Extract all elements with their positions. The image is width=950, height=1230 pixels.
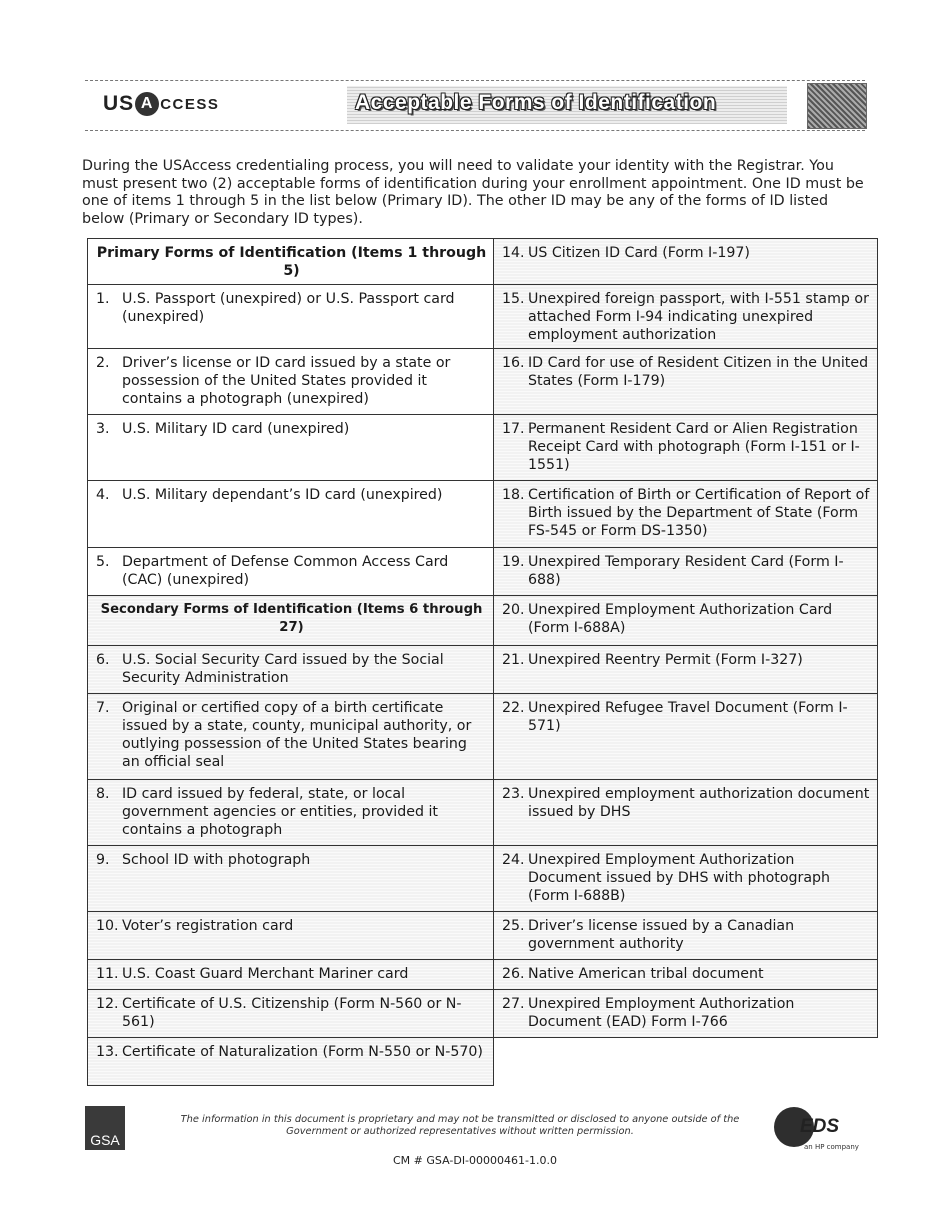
- table-row: [88, 415, 878, 481]
- table-cell: [494, 481, 878, 548]
- item-number: 3.: [96, 421, 110, 437]
- table-row: [88, 912, 878, 960]
- item-text: Certificate of Naturalization (Form N-550 or N-570): [122, 1044, 483, 1060]
- table-cell: [494, 990, 878, 1038]
- table-cell: [494, 846, 878, 912]
- eds-logo: [770, 1104, 866, 1154]
- table-cell: [494, 694, 878, 780]
- item-number: 15.: [502, 291, 525, 307]
- item-text: Unexpired Reentry Permit (Form I-327): [528, 652, 803, 668]
- disclaimer-text: The information in this document is proprietary and may not be transmitted or disclosed to anyone outside of the Government or authorized representatives without written permission.: [180, 1114, 740, 1137]
- item-number: 23.: [502, 786, 525, 802]
- table-cell: [494, 912, 878, 960]
- item-text: U.S. Military dependant’s ID card (unexpired): [122, 487, 443, 503]
- logo-ccess: CCESS: [160, 95, 220, 113]
- item-text: Unexpired employment authorization document issued by DHS: [528, 786, 870, 820]
- table-cell: [494, 780, 878, 846]
- table-row: [88, 780, 878, 846]
- item-text: U.S. Passport (unexpired) or U.S. Passport card (unexpired): [122, 291, 455, 325]
- item-number: 13.: [96, 1044, 119, 1060]
- gsa-seal-icon: [807, 83, 867, 129]
- item-number: 2.: [96, 355, 110, 371]
- document-number: CM # GSA-DI-00000461-1.0.0: [393, 1154, 557, 1167]
- item-number: 7.: [96, 700, 110, 716]
- gsa-logo: GSA: [85, 1106, 125, 1150]
- item-number: 21.: [502, 652, 525, 668]
- item-text: Unexpired Refugee Travel Document (Form I-571): [528, 700, 848, 734]
- table-cell: [494, 285, 878, 349]
- table-row: [88, 548, 878, 596]
- table-cell: [494, 239, 878, 285]
- item-number: 16.: [502, 355, 525, 371]
- item-text: U.S. Coast Guard Merchant Mariner card: [122, 966, 409, 982]
- item-text: ID card issued by federal, state, or local government agencies or entities, provided it contains a photograph: [122, 786, 438, 838]
- table-cell: [88, 912, 494, 960]
- item-number: 20.: [502, 602, 525, 618]
- table-row: [88, 239, 878, 285]
- item-text: Driver’s license issued by a Canadian government authority: [528, 918, 795, 952]
- item-text: Unexpired Employment Authorization Document (EAD) Form I-766: [528, 996, 795, 1030]
- table-cell: [88, 285, 494, 349]
- item-text: U.S. Social Security Card issued by the Social Security Administration: [122, 652, 444, 686]
- eds-subtitle: an HP company: [804, 1143, 859, 1151]
- table-cell: [494, 596, 878, 646]
- table-cell: [88, 1038, 494, 1086]
- item-text: Certificate of U.S. Citizenship (Form N-560 or N-561): [122, 996, 462, 1030]
- table-cell: [88, 548, 494, 596]
- table-cell: [88, 780, 494, 846]
- item-text: Certification of Birth or Certification of Report of Birth issued by the Department of State (Form FS-545 or Form DS-1350): [528, 487, 870, 539]
- item-text: US Citizen ID Card (Form I-197): [528, 245, 750, 261]
- item-number: 12.: [96, 996, 119, 1012]
- table-row: [88, 1038, 878, 1086]
- item-number: 14.: [502, 245, 525, 261]
- table-row: [88, 349, 878, 415]
- item-number: 19.: [502, 554, 525, 570]
- table-cell: [494, 415, 878, 481]
- item-number: 1.: [96, 291, 110, 307]
- table-cell: [494, 646, 878, 694]
- item-text: Driver’s license or ID card issued by a state or possession of the United States provided it contains a photograph (unexpired): [122, 355, 451, 407]
- table-cell: [88, 349, 494, 415]
- item-number: 22.: [502, 700, 525, 716]
- page-footer: [0, 1100, 950, 1180]
- item-text: ID Card for use of Resident Citizen in the United States (Form I-179): [528, 355, 869, 389]
- eds-wordmark: EDS: [800, 1116, 840, 1137]
- item-text: Unexpired Temporary Resident Card (Form I-688): [528, 554, 844, 588]
- id-forms-table: [87, 238, 878, 1086]
- header-rule-bottom: [85, 130, 865, 131]
- item-text: Original or certified copy of a birth certificate issued by a state, county, municipal authority, or outlying possession of the United States bearing an official seal: [122, 700, 472, 770]
- item-number: 24.: [502, 852, 525, 868]
- item-number: 27.: [502, 996, 525, 1012]
- table-row: [88, 481, 878, 548]
- page-header: [85, 80, 865, 132]
- page-title: Acceptable Forms of Identification: [355, 91, 717, 114]
- secondary-heading: Secondary Forms of Identification (Items 6 through 27): [88, 596, 494, 646]
- item-number: 26.: [502, 966, 525, 982]
- item-text: Unexpired Employment Authorization Card (Form I-688A): [528, 602, 833, 636]
- primary-heading: Primary Forms of Identification (Items 1 through 5): [88, 239, 494, 285]
- item-number: 11.: [96, 966, 119, 982]
- item-number: 25.: [502, 918, 525, 934]
- logo-us: US: [103, 92, 135, 115]
- table-row: [88, 646, 878, 694]
- item-number: 18.: [502, 487, 525, 503]
- item-number: 8.: [96, 786, 110, 802]
- table-cell: [88, 990, 494, 1038]
- item-number: 10.: [96, 918, 119, 934]
- empty-cell: [494, 1038, 878, 1086]
- table-cell: [88, 846, 494, 912]
- table-row: [88, 694, 878, 780]
- item-text: Unexpired Employment Authorization Document issued by DHS with photograph (Form I-688B): [528, 852, 831, 904]
- item-text: Native American tribal document: [528, 966, 764, 982]
- intro-paragraph: During the USAccess credentialing process, you will need to validate your identity with the Registrar. You must present two (2) acceptable forms of identification during your enrollment appointment. One ID must be one of items 1 through 5 in the list below (Primary ID). The other ID may be any of the forms of ID listed below (Primary or Secondary ID types).: [82, 158, 864, 227]
- item-text: Voter’s registration card: [122, 918, 294, 934]
- item-text: Unexpired foreign passport, with I-551 stamp or attached Form I-94 indicating unexpired employment authorization: [528, 291, 869, 343]
- item-number: 5.: [96, 554, 110, 570]
- header-rule-top: [85, 80, 865, 81]
- item-text: School ID with photograph: [122, 852, 311, 868]
- item-number: 6.: [96, 652, 110, 668]
- table-row: [88, 960, 878, 990]
- item-number: 4.: [96, 487, 110, 503]
- item-number: 17.: [502, 421, 525, 437]
- logo-a-icon: A: [135, 92, 159, 116]
- table-cell: [494, 960, 878, 990]
- table-cell: [88, 694, 494, 780]
- table-cell: [88, 646, 494, 694]
- item-text: Permanent Resident Card or Alien Registration Receipt Card with photograph (Form I-151 or I-1551): [528, 421, 860, 473]
- item-text: U.S. Military ID card (unexpired): [122, 421, 350, 437]
- usaccess-logo: [103, 92, 219, 116]
- table-cell: [88, 415, 494, 481]
- table-cell: [88, 960, 494, 990]
- table-cell: [494, 548, 878, 596]
- table-row: [88, 846, 878, 912]
- table-row: [88, 596, 878, 646]
- table-row: [88, 285, 878, 349]
- item-number: 9.: [96, 852, 110, 868]
- table-row: [88, 990, 878, 1038]
- item-text: Department of Defense Common Access Card (CAC) (unexpired): [122, 554, 449, 588]
- table-cell: [494, 349, 878, 415]
- table-cell: [88, 481, 494, 548]
